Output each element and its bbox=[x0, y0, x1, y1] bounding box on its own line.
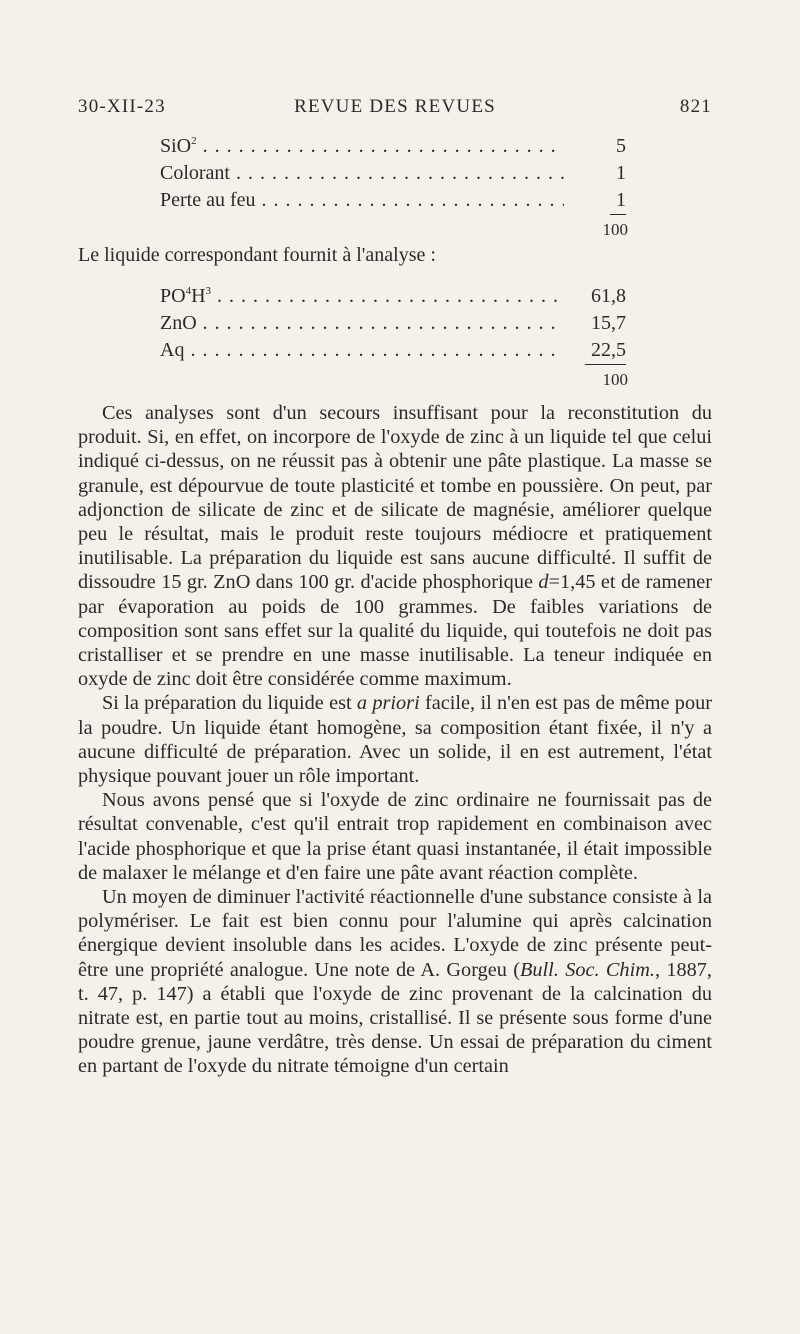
row-label-sup: 2 bbox=[191, 135, 197, 147]
row-label-sup: 4 bbox=[185, 285, 192, 297]
table-total: 100 bbox=[602, 220, 628, 239]
row-label: Aq bbox=[160, 339, 185, 361]
table-total-row bbox=[160, 214, 630, 242]
row-value: 5 bbox=[616, 135, 626, 157]
row-label-sup: 3 bbox=[205, 285, 212, 297]
page-number: 821 bbox=[679, 96, 712, 117]
paragraph: Ces analyses sont d'un secours insuffisant pour la reconstitution du produit. Si, en effet, on incorpore de l'oxyde de zinc à un liquide tel que celui indiqué ci-dessus, on ne réussit pas à obtenir une pâte plastique. La masse se granule, est dépourvue de toute plasticité et tombe en poussière. On peut, par adjonction de silicate de zinc et de silicate de magnésie, améliorer quelque peu le résultat, mais le produit reste toujours médiocre et pratiquement inutilisable. La préparation du liquide est sans aucune difficulté. Il suffit de dissoudre 15 gr. ZnO dans 100 gr. d'acide phosphorique d=1,45 et de ramener par évaporation au poids de 100 grammes. De faibles variations de composition sont sans effet sur la qualité du liquide, qui toutefois ne doit pas cristalliser et se prendre en une masse inutilisable. La teneur indiquée en oxyde de zinc doit être considérée comme maximum. bbox=[78, 402, 712, 691]
table-total: 100 bbox=[602, 370, 628, 389]
row-value: 61,8 bbox=[591, 285, 626, 307]
composition-table-powder bbox=[160, 133, 630, 242]
italic-phrase: a priori bbox=[356, 692, 420, 715]
row-label: ZnO bbox=[160, 312, 197, 334]
table-row bbox=[160, 187, 630, 214]
row-value: 22,5 bbox=[585, 337, 626, 365]
body-text bbox=[78, 401, 712, 1079]
row-value: 1 bbox=[610, 187, 626, 215]
row-label-part: H bbox=[191, 285, 206, 307]
table-row bbox=[160, 283, 630, 310]
header-title: REVUE DES REVUES bbox=[294, 96, 496, 117]
variable-d: d bbox=[538, 571, 549, 594]
header-date: 30-XII-23 bbox=[78, 96, 166, 117]
row-label: Perte au feu bbox=[160, 189, 256, 211]
composition-table-liquid bbox=[160, 283, 630, 392]
table-row bbox=[160, 133, 630, 160]
paragraph: Si la préparation du liquide est a priori facile, il n'en est pas de même pour la poudre. Un liquide étant homogène, sa composition étant fixée, il n'y a aucune difficulté de préparation. Avec un solide, il en est autrement, l'état physique pouvant jouer un rôle important. bbox=[78, 692, 712, 788]
row-label: SiO bbox=[160, 135, 192, 157]
row-value: 1 bbox=[616, 162, 626, 184]
table-row bbox=[160, 337, 630, 364]
row-value: 15,7 bbox=[591, 312, 626, 334]
row-label: Colorant bbox=[160, 162, 230, 184]
table-row bbox=[160, 160, 630, 187]
paragraph: Nous avons pensé que si l'oxyde de zinc ordinaire ne fournissait pas de résultat convenable, c'est qu'il entrait trop rapidement en combinaison avec l'acide phosphorique et que la prise étant quasi instantanée, il était impossible de malaxer le mélange et d'en faire une pâte avant réaction complète. bbox=[78, 789, 712, 884]
table-row bbox=[160, 310, 630, 337]
citation-journal: Bull. Soc. Chim. bbox=[519, 958, 655, 981]
row-label: PO bbox=[160, 285, 186, 307]
paragraph: Un moyen de diminuer l'activité réactionnelle d'une substance consiste à la polymériser. Le fait est bien connu pour l'alumine qui après calcination énergique devient insoluble dans les acides. L'oxyde de zinc présente peut-être une propriété analogue. Une note de A. Gorgeu (Bull. Soc. Chim., 1887, t. 47, p. 147) a établi que l'oxyde de zinc provenant de la calcination du nitrate est, en partie tout au moins, cristallisé. Il se présente sous forme d'une poudre grenue, jaune verdâtre, très dense. Un essai de préparation du ciment en partant de l'oxyde du nitrate témoigne d'un certain bbox=[78, 886, 712, 1078]
intro-sentence: Le liquide correspondant fournit à l'analyse : bbox=[78, 244, 436, 266]
table-total-row bbox=[160, 364, 630, 392]
running-header bbox=[78, 96, 712, 124]
